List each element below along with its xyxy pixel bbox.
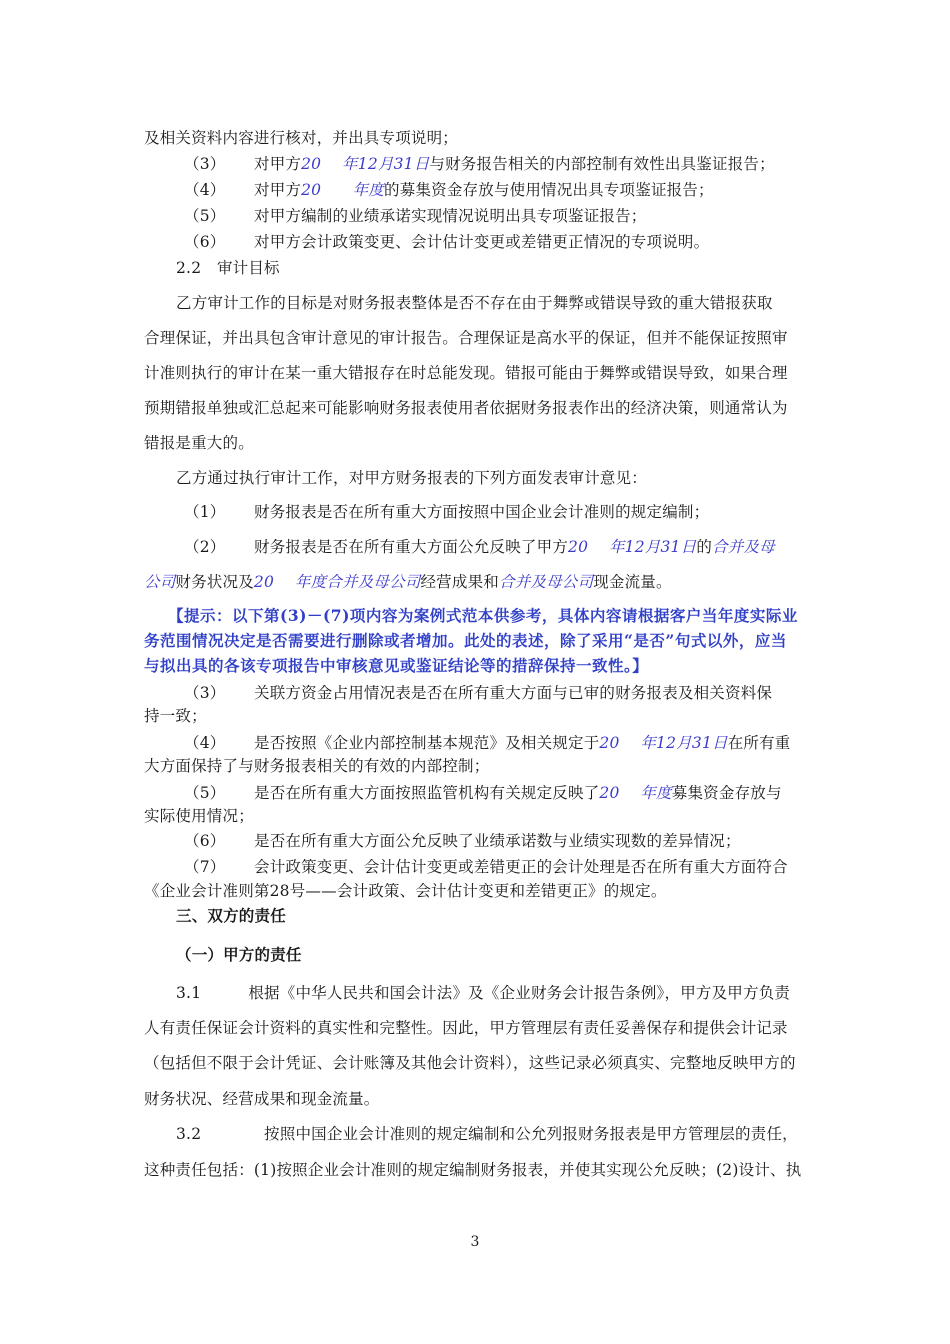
subsection-heading: （一）甲方的责任: [176, 945, 302, 964]
placeholder-date: 20 年12月31日: [568, 538, 697, 556]
list-item: [144, 180, 834, 200]
list-item: [144, 232, 834, 252]
paragraph-line: [144, 572, 834, 592]
section-heading: 三、双方的责任: [176, 906, 286, 925]
paragraph-line: 乙方通过执行审计工作，对甲方财务报表的下列方面发表审计意见：: [176, 469, 648, 487]
item-number: （6）: [184, 233, 226, 251]
text-run: 是否按照《企业内部控制基本规范》及相关规定于: [254, 734, 600, 752]
paragraph-line: 这种责任包括：(1)按照企业会计准则的规定编制财务报表，并使其实现公允反映；(2)设计、执: [144, 1161, 802, 1179]
paragraph-line: 大方面保持了与财务报表相关的有效的内部控制；: [144, 757, 490, 775]
hint-note: 与拟出具的各该专项报告中审核意见或鉴证结论等的措辞保持一致性。】: [144, 656, 649, 675]
list-item: [144, 733, 834, 753]
text-run: 与财务报告相关的内部控制有效性出具鉴证报告；: [429, 155, 775, 173]
paragraph-line: 3.2 按照中国企业会计准则的规定编制和公允列报财务报表是甲方管理层的责任，: [176, 1125, 798, 1143]
item-number: （6）: [184, 832, 226, 850]
text-run: 财务状况及: [175, 573, 254, 591]
text-run: 经营成果和: [420, 573, 499, 591]
text-run: 对甲方编制的业绩承诺实现情况说明出具专项鉴证报告；: [254, 207, 647, 225]
section-heading: 2.2 审计目标: [176, 259, 280, 277]
text-run: 对甲方: [254, 181, 302, 199]
placeholder-date: 20 年12月31日: [301, 155, 430, 173]
item-number: （4）: [184, 181, 226, 199]
text-run: 在所有重: [727, 734, 791, 752]
list-item: [144, 537, 834, 557]
text-run: 财务报表是否在所有重大方面公允反映了甲方: [254, 538, 569, 556]
item-number: （2）: [184, 538, 226, 556]
item-number: （3）: [184, 155, 226, 173]
hint-note: 务范围情况决定是否需要进行删除或者增加。此处的表述，除了采用“是否”句式以外，应当: [144, 631, 787, 650]
placeholder-year: 20 年度: [301, 181, 385, 199]
paragraph-line: 计准则执行的审计在某一重大错报存在时总能发现。错报可能由于舞弊或错误导致，如果合理: [144, 364, 788, 382]
page-number: 3: [470, 1234, 480, 1250]
list-item: [144, 683, 834, 703]
placeholder-scope: 合并及母: [712, 538, 775, 556]
text-run: 对甲方: [254, 155, 302, 173]
list-item: [144, 857, 834, 877]
text-run: 募集资金存放与: [671, 784, 782, 802]
text-run: 对甲方会计政策变更、会计估计变更或差错更正情况的专项说明。: [254, 233, 710, 251]
text-run: 的: [696, 538, 713, 556]
text-run: 关联方资金占用情况表是否在所有重大方面与已审的财务报表及相关资料保: [254, 684, 773, 702]
item-number: （4）: [184, 734, 226, 752]
list-item: [144, 783, 834, 803]
text-run: 的募集资金存放与使用情况出具专项鉴证报告；: [384, 181, 714, 199]
placeholder-date: 20 年12月31日: [599, 734, 728, 752]
paragraph-line: 实际使用情况；: [144, 807, 254, 825]
paragraph-line: 乙方审计工作的目标是对财务报表整体是否不存在由于舞弊或错误导致的重大错报获取: [176, 294, 773, 312]
item-number: （1）: [184, 503, 226, 521]
paragraph-line: 预期错报单独或汇总起来可能影响财务报表使用者依据财务报表作出的经济决策，则通常认为: [144, 399, 788, 417]
paragraph-line: 3.1 根据《中华人民共和国会计法》及《企业财务会计报告条例》，甲方及甲方负责: [176, 984, 791, 1002]
hint-note: 【提示：以下第(3)－(7)项内容为案例式范本供参考，具体内容请根据客户当年度实际业: [168, 606, 798, 625]
list-item: [144, 206, 834, 226]
text-line: 及相关资料内容进行核对，并出具专项说明；: [144, 129, 459, 147]
item-number: （5）: [184, 207, 226, 225]
text-run: 是否在所有重大方面按照监管机构有关规定反映了: [254, 784, 600, 802]
paragraph-line: 持一致；: [144, 707, 207, 725]
text-run: 会计政策变更、会计估计变更或差错更正的会计处理是否在所有重大方面符合: [254, 858, 788, 876]
paragraph-line: 人有责任保证会计资料的真实性和完整性。因此，甲方管理层有责任妥善保存和提供会计记录: [144, 1019, 788, 1037]
text-run: 财务报表是否在所有重大方面按照中国企业会计准则的规定编制；: [254, 503, 710, 521]
item-number: （7）: [184, 858, 226, 876]
paragraph-line: 合理保证，并出具包含审计意见的审计报告。合理保证是高水平的保证，但并不能保证按照审: [144, 329, 788, 347]
paragraph-line: 《企业会计准则第28号——会计政策、会计估计变更和差错更正》的规定。: [144, 882, 667, 900]
placeholder-year: 20 年度: [599, 784, 672, 802]
item-number: （5）: [184, 784, 226, 802]
placeholder-scope: 公司: [144, 573, 176, 591]
paragraph-line: （包括但不限于会计凭证、会计账簿及其他会计资料），这些记录必须真实、完整地反映甲方的: [144, 1054, 796, 1072]
list-item: [144, 831, 834, 851]
list-item: [144, 154, 834, 174]
list-item: [144, 502, 834, 522]
placeholder-scope: 合并及母公司: [499, 573, 594, 591]
paragraph-line: 错报是重大的。: [144, 434, 254, 452]
text-run: 现金流量。: [593, 573, 672, 591]
item-number: （3）: [184, 684, 226, 702]
paragraph-line: 财务状况、经营成果和现金流量。: [144, 1090, 380, 1108]
text-run: 是否在所有重大方面公允反映了业绩承诺数与业绩实现数的差异情况；: [254, 832, 741, 850]
placeholder-year-scope: 20 年度合并及母公司: [253, 573, 421, 591]
